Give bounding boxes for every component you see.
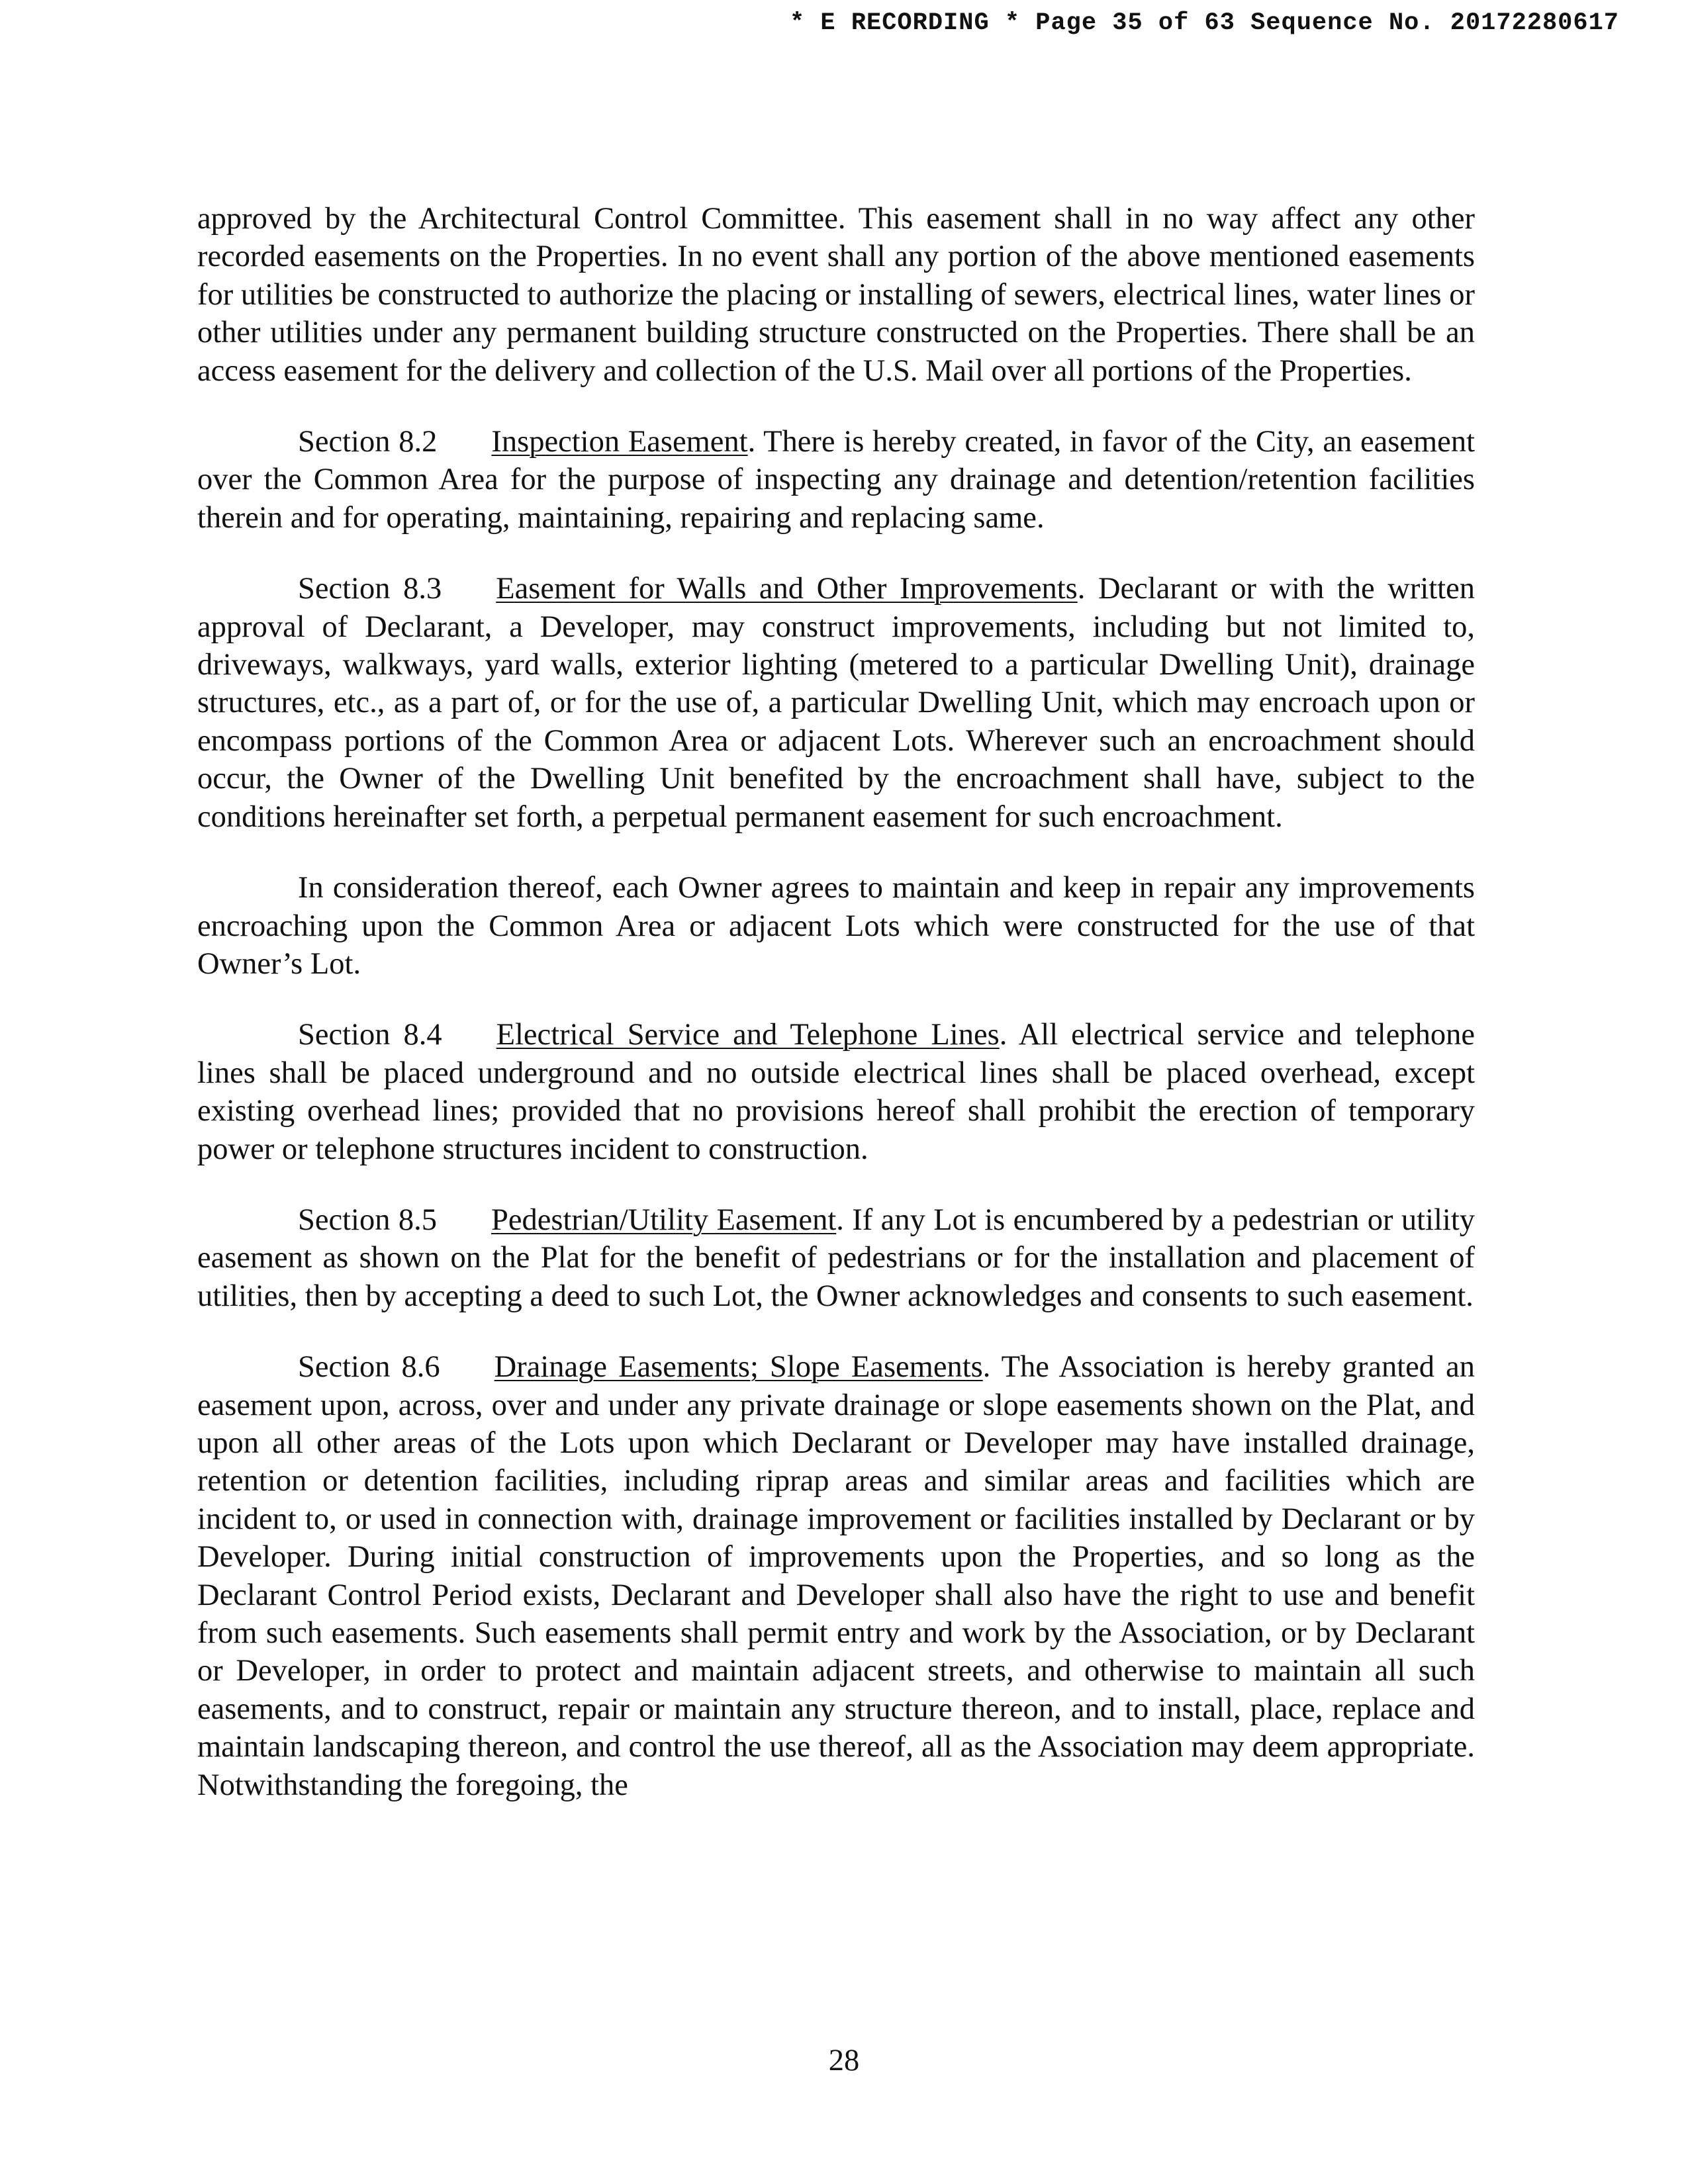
section-8-6 xyxy=(197,1348,1475,1804)
section-text: . There is hereby created, in favor of the City, an easement over the Common Area for the purpose of inspecting any drainage and detention/retention facilities therein and for operating, maintaining, repairing and replacing same. xyxy=(197,425,1475,535)
section-8-3 xyxy=(197,570,1475,836)
section-heading: Electrical Service and Telephone Lines xyxy=(496,1018,1000,1052)
section-text: . All electrical service and telephone lines shall be placed underground and no outside electrical lines shall be placed overhead, except existing overhead lines; provided that no provisions hereof shall prohibit the erection of temporary power or telephone structures incident to construction. xyxy=(197,1018,1475,1166)
continuation-paragraph: approved by the Architectural Control Committee. This easement shall in no way affect any other recorded easements on the Properties. In no event shall any portion of the above mentioned easements for utilities be constructed to authorize the placing or installing of sewers, electrical lines, water lines or other utilities under any permanent building structure constructed on the Properties. There shall be an access easement for the delivery and collection of the U.S. Mail over all portions of the Properties. xyxy=(197,202,1475,388)
consideration-paragraph: In consideration thereof, each Owner agrees to maintain and keep in repair any improvements encroaching upon the Common Area or adjacent Lots which were constructed for the use of that Owner’s Lot. xyxy=(197,871,1475,981)
section-number: Section 8.6 xyxy=(298,1350,440,1385)
page-number: 28 xyxy=(828,2044,860,2077)
section-heading: Inspection Easement xyxy=(491,425,748,459)
section-heading: Pedestrian/Utility Easement xyxy=(491,1203,837,1237)
section-number: Section 8.5 xyxy=(298,1203,438,1237)
section-number: Section 8.3 xyxy=(298,572,442,606)
section-number: Section 8.4 xyxy=(298,1018,442,1052)
section-heading: Easement for Walls and Other Improvements xyxy=(496,572,1078,606)
recording-stamp: * E RECORDING * Page 35 of 63 Sequence No. 20172280617 xyxy=(790,9,1619,37)
section-8-2 xyxy=(197,423,1475,537)
section-8-5 xyxy=(197,1201,1475,1315)
section-heading: Drainage Easements; Slope Easements xyxy=(494,1350,983,1385)
section-number: Section 8.2 xyxy=(298,425,438,459)
section-text: . If any Lot is encumbered by a pedestrian or utility easement as shown on the Plat for the benefit of pedestrians or for the installation and placement of utilities, then by accepting a deed to such Lot, the Owner acknowledges and consents to such easement. xyxy=(197,1203,1475,1313)
section-8-4 xyxy=(197,1016,1475,1168)
section-text: . Declarant or with the written approval of Declarant, a Developer, may construct improvements, including but not limited to, driveways, walkways, yard walls, exterior lighting (metered to a particular Dwelling Unit), drainage structures, etc., as a part of, or for the use of, a particular Dwelling Unit, which may encroach upon or encompass portions of the Common Area or adjacent Lots. Wherever such an encroachment should occur, the Owner of the Dwelling Unit benefited by the encroachment shall have, subject to the conditions hereinafter set forth, a perpetual permanent easement for such encroachment. xyxy=(197,572,1475,834)
section-text: . The Association is hereby granted an easement upon, across, over and under any private drainage or slope easements shown on the Plat, and upon all other areas of the Lots upon which Declarant or Developer may have installed drainage, retention or detention facilities, including riprap areas and similar areas and facilities which are incident to, or used in connection with, drainage improvement or facilities installed by Declarant or by Developer. During initial construction of improvements upon the Properties, and so long as the Declarant Control Period exists, Declarant and Developer shall also have the right to use and benefit from such easements. Such easements shall permit entry and work by the Association, or by Declarant or Developer, in order to protect and maintain adjacent streets, and otherwise to maintain all such easements, and to construct, repair or maintain any structure thereon, and to install, place, replace and maintain landscaping thereon, and control the use thereof, all as the Association may deem appropriate. Notwithstanding the foregoing, the xyxy=(197,1350,1475,1802)
document-body xyxy=(197,200,1475,1837)
